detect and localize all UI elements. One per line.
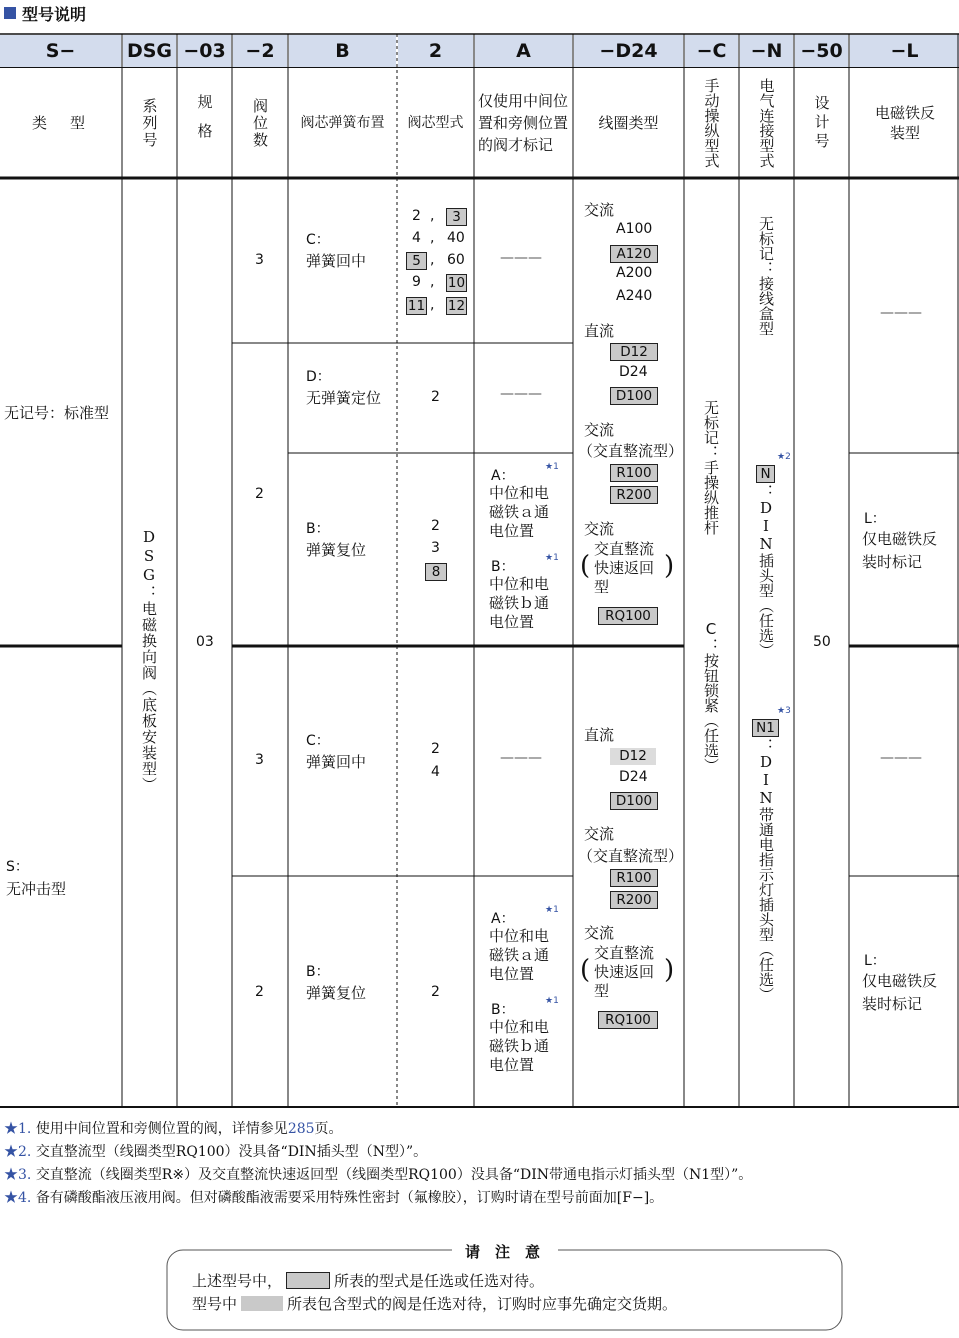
rev-l-code-1: L： (864, 511, 886, 527)
coil-dc-d12: D12 (610, 343, 658, 361)
code-reverse: −L (850, 35, 959, 67)
coil-acq-rq100: RQ100 (598, 607, 658, 625)
code-spring: B (289, 35, 396, 67)
desc-coil: 线圈类型 (598, 114, 659, 132)
r1-spool-0a: 2 (412, 208, 421, 224)
paren-close-icon: ) (664, 955, 675, 985)
r3-spring-label: 弹簧复位 (306, 541, 367, 559)
coil-b-dc-d100: D100 (610, 792, 658, 810)
star-1-icon: ★1 (545, 905, 559, 915)
r1-spool-3a: 9 (412, 274, 421, 290)
r3-a-code: A： (491, 468, 515, 484)
r3-spool-0: 2 (431, 518, 440, 534)
coil-b-dc-d24: D24 (619, 769, 648, 785)
elec-n1-code: N1 (752, 719, 779, 737)
code-design: −50 (795, 35, 848, 67)
r5-pos: 2 (255, 984, 264, 1000)
desc-design: 设计号 (812, 94, 831, 152)
rev-l-code-2: L： (864, 953, 886, 969)
r1-spool-4a: 11 (407, 298, 426, 314)
r5-a-code: A： (491, 911, 515, 927)
code-center: A (475, 35, 572, 67)
star-1-icon: ★1 (545, 996, 559, 1006)
r1-pos: 3 (255, 252, 264, 268)
desc-spool: 阀芯型式 (407, 115, 464, 131)
coil-b-acr-label: 交流 (584, 825, 615, 843)
series-desc: DSG：电磁换向阀（底板安装型） (140, 528, 158, 793)
caution-line-1: 上述型号中， 所表的型式是任选或任选对待。 (192, 1272, 545, 1290)
note-4: ★4. 备有磷酸酯液压液用阀。但对磷酸酯液需要采用特殊性密封（氟橡胶），订购时请在型号前面加[F−]。 (4, 1190, 664, 1206)
caution-line-2: 型号中 所表包含型式的阀是任选对待，订购时应事先确定交货期。 (192, 1295, 678, 1313)
r1-center-dash: ——— (500, 250, 542, 266)
code-type: S− (0, 35, 121, 67)
desc-size: 规格 (195, 94, 214, 152)
paren-close-icon: ) (664, 551, 675, 581)
shaded-sample-icon (241, 1296, 283, 1311)
desc-type: 类 型 (31, 114, 89, 132)
coil-acr-r100: R100 (610, 464, 658, 482)
coil-ac-label: 交流 (584, 201, 615, 219)
section-title: 型号说明 (4, 2, 86, 24)
r3-spool-2: 8 (425, 563, 447, 581)
r4-spring-label: 弹簧回中 (306, 753, 367, 771)
manual-none: 无标记：手操纵推杆 (702, 400, 720, 535)
elec-n-label: ：DIN插头型（任选） (757, 484, 775, 658)
coil-b-acr-r100: R100 (610, 869, 658, 887)
coil-b-acq-sub: 交直整流快速返回型 (594, 944, 655, 1000)
r3-spool-1: 3 (431, 540, 440, 556)
code-size: −03 (178, 35, 231, 67)
elec-n-code: N (756, 465, 775, 483)
type-s-label: 无冲击型 (6, 880, 67, 898)
r5-a-label: 中位和电磁铁ａ通电位置 (489, 927, 550, 983)
r4-spring-code: C： (306, 733, 330, 749)
manual-c: C：按钮锁紧（任选） (702, 620, 720, 773)
r5-b-code: B： (491, 1002, 515, 1018)
r1-spool-2b: 60 (447, 252, 465, 268)
desc-reverse: 电磁铁反装型 (874, 104, 935, 142)
desc-manual: 手动操纵型式 (702, 78, 721, 168)
rev-l-label-2: 仅电磁铁反装时标记 (862, 972, 938, 1013)
r3-a-label: 中位和电磁铁ａ通电位置 (489, 484, 550, 540)
star-3-icon: ★3 (777, 706, 791, 716)
rev-dash-2: ——— (880, 750, 922, 766)
r1-spring-label: 弹簧回中 (306, 252, 367, 270)
elec-n1-label: ：DIN带通电指示灯插头型（任选） (757, 738, 775, 1002)
star-1-icon: ★1 (545, 462, 559, 472)
r4-center-dash: ——— (500, 750, 542, 766)
paren-open-icon: ( (580, 955, 591, 985)
r1-spool-3b: 10 (447, 275, 466, 291)
note-1: ★1. 使用中间位置和旁侧位置的阀，详情参见285页。 (4, 1121, 343, 1137)
r4-spool-1: 4 (431, 764, 440, 780)
coil-b-acq-rq100: RQ100 (598, 1011, 658, 1029)
r2-spool: 2 (431, 389, 440, 405)
code-manual: −C (685, 35, 738, 67)
r3-b-label: 中位和电磁铁ｂ通电位置 (489, 575, 550, 631)
coil-acr-r200: R200 (610, 486, 658, 504)
r2-spring-code: D： (306, 369, 331, 385)
size-value: 03 (196, 634, 214, 650)
r5-spring-code: B： (306, 964, 330, 980)
code-series: DSG (123, 35, 176, 67)
code-positions: −2 (233, 35, 287, 67)
star-2-icon: ★2 (777, 452, 791, 462)
caution-title: 请 注 意 (465, 1243, 541, 1261)
r5-spring-label: 弹簧复位 (306, 984, 367, 1002)
coil-dc-label: 直流 (584, 322, 615, 340)
coil-b-acr-r200: R200 (610, 891, 658, 909)
coil-b-acq-label: 交流 (584, 924, 615, 942)
coil-ac-a100: A100 (616, 221, 653, 237)
note-2: ★2. 交直整流型（线圈类型RQ100）没具备“DIN插头型（N型）”。 (4, 1144, 428, 1160)
coil-b-acr-sub: （交直整流型） (578, 847, 684, 865)
star-1-icon: ★1 (545, 553, 559, 563)
coil-acq-label: 交流 (584, 520, 615, 538)
r2-spring-label: 无弹簧定位 (306, 389, 382, 407)
boxed-sample-icon (286, 1272, 330, 1289)
elec-none: 无标记：接线盒型 (757, 216, 775, 336)
r4-spool-0: 2 (431, 741, 440, 757)
r1-spring-code: C： (306, 232, 330, 248)
r5-spool: 2 (431, 984, 440, 1000)
coil-b-dc-label: 直流 (584, 726, 615, 744)
code-elec: −N (740, 35, 793, 67)
coil-dc-d24: D24 (619, 364, 648, 380)
note-3: ★3. 交直整流（线圈类型R※）及交直整流快速返回型（线圈类型RQ100）没具备“DIN带通电指示灯插头型（N1型）”。 (4, 1167, 753, 1183)
code-spool: 2 (398, 35, 473, 67)
coil-ac-a240: A240 (616, 288, 653, 304)
paren-open-icon: ( (580, 551, 591, 581)
coil-acr-label: 交流 (584, 421, 615, 439)
desc-positions: 阀位数 (251, 97, 269, 149)
r3-spring-code: B： (306, 521, 330, 537)
r1-spool-1a: 4 (412, 230, 421, 246)
r1-spool-1b: 40 (447, 230, 465, 246)
coil-b-dc-d12: D12 (610, 748, 656, 765)
r5-b-label: 中位和电磁铁ｂ通电位置 (489, 1018, 550, 1074)
r3-b-code: B： (491, 559, 515, 575)
r1-spool-2a: 5 (406, 252, 427, 270)
type-s-code: S： (6, 859, 29, 875)
coil-acq-sub: 交直整流快速返回型 (594, 540, 655, 596)
coil-dc-d100: D100 (610, 387, 658, 405)
coil-ac-a120: A120 (610, 245, 658, 263)
type-standard: 无记号：标准型 (4, 404, 110, 422)
desc-spring: 阀芯弹簧布置 (300, 115, 385, 131)
coil-ac-a200: A200 (616, 265, 653, 281)
r3-pos: 2 (255, 486, 264, 502)
r1-spool-4b: 12 (447, 298, 466, 314)
design-value: 50 (813, 634, 831, 650)
rev-dash-1: ——— (880, 305, 922, 321)
coil-acr-sub: （交直整流型） (578, 442, 684, 460)
rev-l-label-1: 仅电磁铁反装时标记 (862, 530, 938, 571)
desc-series: 系列号 (140, 97, 159, 149)
code-coil: −D24 (574, 35, 683, 67)
r1-spool-0b: 3 (446, 208, 467, 226)
r4-pos: 3 (255, 752, 264, 768)
desc-elec: 电气连接型式 (757, 78, 776, 168)
desc-center: 仅使用中间位置和旁侧位置的阀才标记 (478, 92, 569, 154)
r2-center-dash: ——— (500, 386, 542, 402)
